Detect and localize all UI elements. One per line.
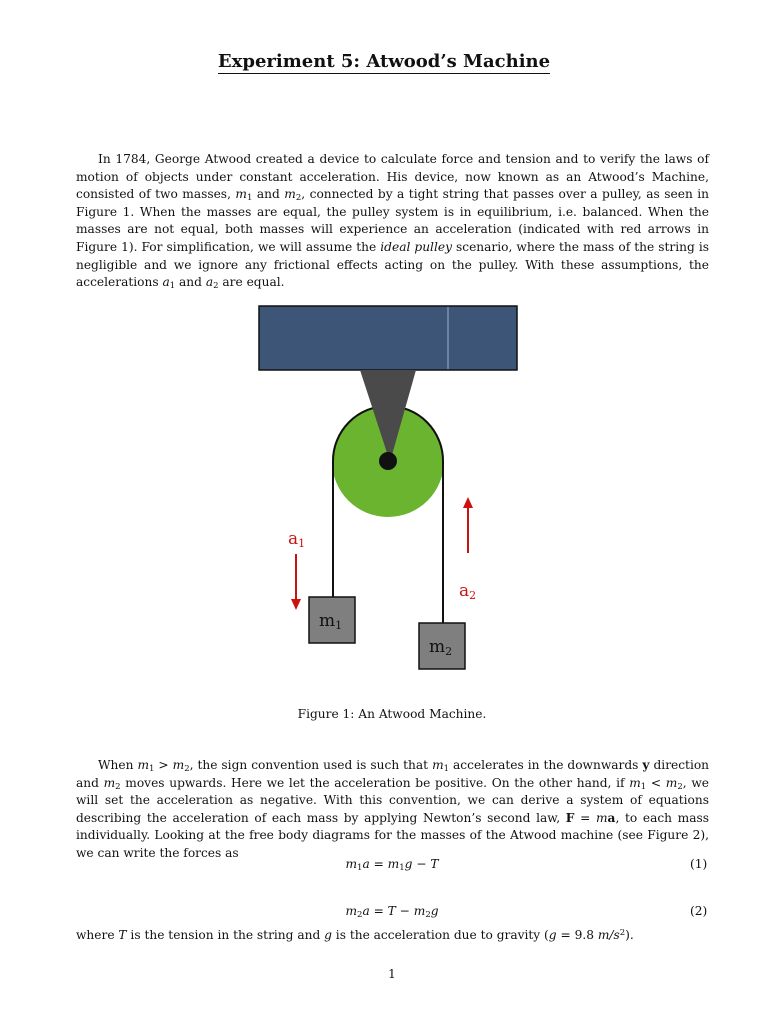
ceiling-beam (259, 306, 517, 370)
arrow-a1-head (291, 599, 301, 610)
atwood-machine-figure (250, 300, 530, 680)
sign-convention-paragraph: When $m_1 > m_2$, the sign convention used is such that $m_1$ accelerates in the downwards y direction and $m_2$ moves upwards. Here we let the acceleration be positive. On the other hand, if $m_1 < m_2$, we will set the acceleration as negative. With this convention, we can derive a system of equations describing the acceleration of each mass by applying Newton’s second law, F = ma, to each mass individually. Looking at the free body diagrams for the masses of the Atwood machine (see Figure 2), we can write the forces as (76, 758, 710, 860)
label-a2: a2 (459, 581, 477, 602)
label-a1: a1 (288, 529, 306, 550)
tension-definition: where T is the tension in the string and g is the acceleration due to gravity (g = 9.8 $m/s^2$). (76, 928, 634, 942)
arrow-a2-head (463, 497, 473, 508)
figure-caption: Figure 1: An Atwood Machine. (297, 707, 487, 721)
page-title: Experiment 5: Atwood’s Machine (217, 51, 551, 72)
ideal-pulley-emphasis: ideal pulley (380, 239, 452, 254)
equation-1-number: (1) (690, 857, 708, 871)
label-m1: m1 (319, 611, 343, 632)
label-m2: m2 (429, 637, 453, 658)
equation-1: $m_1a = m_1g - T$ (345, 857, 439, 873)
equation-2-number: (2) (690, 904, 708, 918)
equation-2: $m_2a = T - m_2g$ (345, 904, 439, 920)
intro-paragraph: In 1784, George Atwood created a device to calculate force and tension and to verify the laws of motion of objects under constant acceleration. His device, now known as an Atwood’s Machine, consisted of two masses, $m_1$ and $m_2$, connected by a tight string that passes over a pulley, as seen in Figure 1. When the masses are equal, the pulley system is in equilibrium, i.e. balanced. When the masses are not equal, both masses will experience an acceleration (indicated with red arrows in Figure 1). For simplification, we will assume the ideal pulley scenario, where the mass of the string is negligible and we ignore any frictional effects acting on the pulley. With these assumptions, the accelerations $a_1$ and $a_2$ are equal. (76, 152, 710, 292)
pulley-axle (379, 452, 397, 470)
page-number: 1 (388, 967, 396, 981)
